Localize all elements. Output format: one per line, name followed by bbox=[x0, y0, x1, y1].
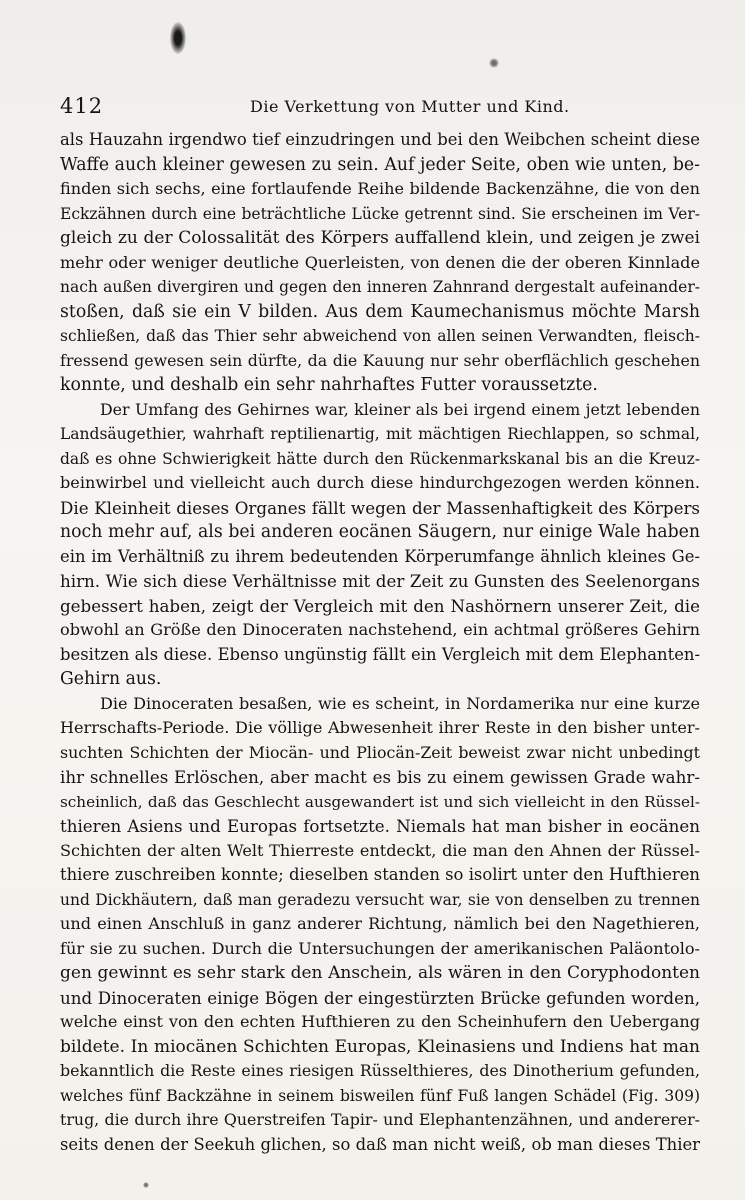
text-line: obwohl an Größe den Dinoceraten nachstehend, ein achtmal größeres Gehirn bbox=[60, 620, 700, 639]
text-line: beinwirbel und vielleicht auch durch diese hindurchgezogen werden können. bbox=[60, 473, 700, 492]
text-line: und Dickhäutern, daß man geradezu versucht war, sie von denselben zu trennen bbox=[60, 890, 700, 909]
text-line: gleich zu der Colossalität des Körpers auffallend klein, und zeigen je zwei bbox=[60, 228, 700, 248]
text-line: schließen, daß das Thier sehr abweichend von allen seinen Verwandten, fleisch- bbox=[60, 327, 700, 345]
text-line: thiere zuschreiben konnte; dieselben standen so isolirt unter den Hufthieren bbox=[60, 865, 700, 884]
text-line: besitzen als diese. Ebenso ungünstig fällt ein Vergleich mit dem Elephanten- bbox=[60, 644, 700, 664]
text-line: bekanntlich die Reste eines riesigen Rüsselthieres, des Dinotherium gefunden, bbox=[60, 1061, 700, 1080]
text-line: welche einst von den echten Hufthieren zu den Scheinhufern den Uebergang bbox=[60, 1012, 700, 1031]
text-line: Gehirn aus. bbox=[60, 669, 162, 689]
text-line: ihr schnelles Erlöschen, aber macht es bis zu einem gewissen Grade wahr- bbox=[60, 767, 700, 787]
text-line: nach außen divergiren und gegen den inneren Zahnrand dergestalt aufeinander- bbox=[60, 278, 700, 296]
text-line: suchten Schichten der Miocän- und Pliocän-Zeit beweist zwar nicht unbedingt bbox=[60, 742, 700, 762]
text-line: Der Umfang des Gehirnes war, kleiner als bei irgend einem jetzt lebenden bbox=[100, 399, 700, 419]
text-line: mehr oder weniger deutliche Querleisten, von denen die der oberen Kinnlade bbox=[60, 252, 700, 272]
paragraph-3 bbox=[60, 692, 700, 1158]
running-title: Die Verkettung von Mutter und Kind. bbox=[250, 97, 570, 116]
text-line: daß es ohne Schwierigkeit hätte durch den Rückenmarkskanal bis an die Kreuz- bbox=[60, 449, 700, 468]
text-line: gebessert haben, zeigt der Vergleich mit den Nashörnern unserer Zeit, die bbox=[60, 595, 700, 616]
text-line: Eckzähnen durch eine beträchtliche Lücke getrennt sind. Sie erscheinen im Ver- bbox=[60, 204, 700, 223]
ink-blot bbox=[170, 22, 186, 54]
text-line: hirn. Wie sich diese Verhältnisse mit der Zeit zu Gunsten des Seelenorgans bbox=[60, 571, 700, 591]
page-header bbox=[60, 94, 700, 120]
text-line: Die Kleinheit dieses Organes fällt wegen der Massenhaftigkeit des Körpers bbox=[60, 497, 700, 518]
text-line: seits denen der Seekuh glichen, so daß man nicht weiß, ob man dieses Thier bbox=[60, 1134, 700, 1154]
text-line: stoßen, daß sie ein V bilden. Aus dem Kaumechanismus möchte Marsh bbox=[60, 301, 700, 322]
ink-dot bbox=[489, 58, 499, 68]
text-line: thieren Asiens und Europas fortsetzte. Niemals hat man bisher in eocänen bbox=[60, 816, 700, 836]
text-line: als Hauzahn irgendwo tief einzudringen und bei den Weibchen scheint diese bbox=[60, 130, 700, 149]
paragraph-2 bbox=[60, 398, 700, 692]
page-number: 412 bbox=[60, 94, 104, 118]
text-line: trug, die durch ihre Querstreifen Tapir- und Elephantenzähnen, und andererer- bbox=[60, 1110, 700, 1129]
text-line: konnte, und deshalb ein sehr nahrhaftes Futter voraussetzte. bbox=[60, 375, 598, 395]
text-line: noch mehr auf, als bei anderen eocänen Säugern, nur einige Wale haben bbox=[60, 522, 700, 542]
text-line: ein im Verhältniß zu ihrem bedeutenden Körperumfange ähnlich kleines Ge- bbox=[60, 546, 700, 566]
text-line: Landsäugethier, wahrhaft reptilienartig, mit mächtigen Riechlappen, so schmal, bbox=[60, 425, 700, 443]
text-line: scheinlich, daß das Geschlecht ausgewandert ist und sich vielleicht in den Rüssel- bbox=[60, 792, 700, 811]
text-line: Herrschafts-Periode. Die völlige Abwesenheit ihrer Reste in den bisher unter- bbox=[60, 718, 700, 737]
text-line: und einen Anschluß in ganz anderer Richtung, nämlich bei den Nagethieren, bbox=[60, 914, 700, 933]
body-text bbox=[60, 128, 700, 1157]
text-line: welches fünf Backzähne in seinem bisweilen fünf Fuß langen Schädel (Fig. 309) bbox=[60, 1086, 700, 1105]
text-line: fressend gewesen sein dürfte, da die Kauung nur sehr oberflächlich geschehen bbox=[60, 350, 700, 370]
text-line: Schichten der alten Welt Thierreste entdeckt, die man den Ahnen der Rüssel- bbox=[60, 840, 700, 860]
text-line: Waffe auch kleiner gewesen zu sein. Auf jeder Seite, oben wie unten, be- bbox=[60, 154, 700, 175]
text-line: und Dinoceraten einige Bögen der eingestürzten Brücke gefunden worden, bbox=[60, 987, 700, 1008]
text-line: finden sich sechs, eine fortlaufende Reihe bildende Backenzähne, die von den bbox=[60, 179, 700, 198]
text-line: für sie zu suchen. Durch die Untersuchungen der amerikanischen Paläontolo- bbox=[60, 938, 700, 958]
paragraph-1 bbox=[60, 128, 700, 398]
text-line: gen gewinnt es sehr stark den Anschein, als wären in den Coryphodonten bbox=[60, 963, 700, 983]
ink-dot bbox=[143, 1182, 149, 1188]
text-line: bildete. In miocänen Schichten Europas, Kleinasiens und Indiens hat man bbox=[60, 1036, 700, 1057]
text-line: Die Dinoceraten besaßen, wie es scheint, in Nordamerika nur eine kurze bbox=[100, 693, 700, 713]
